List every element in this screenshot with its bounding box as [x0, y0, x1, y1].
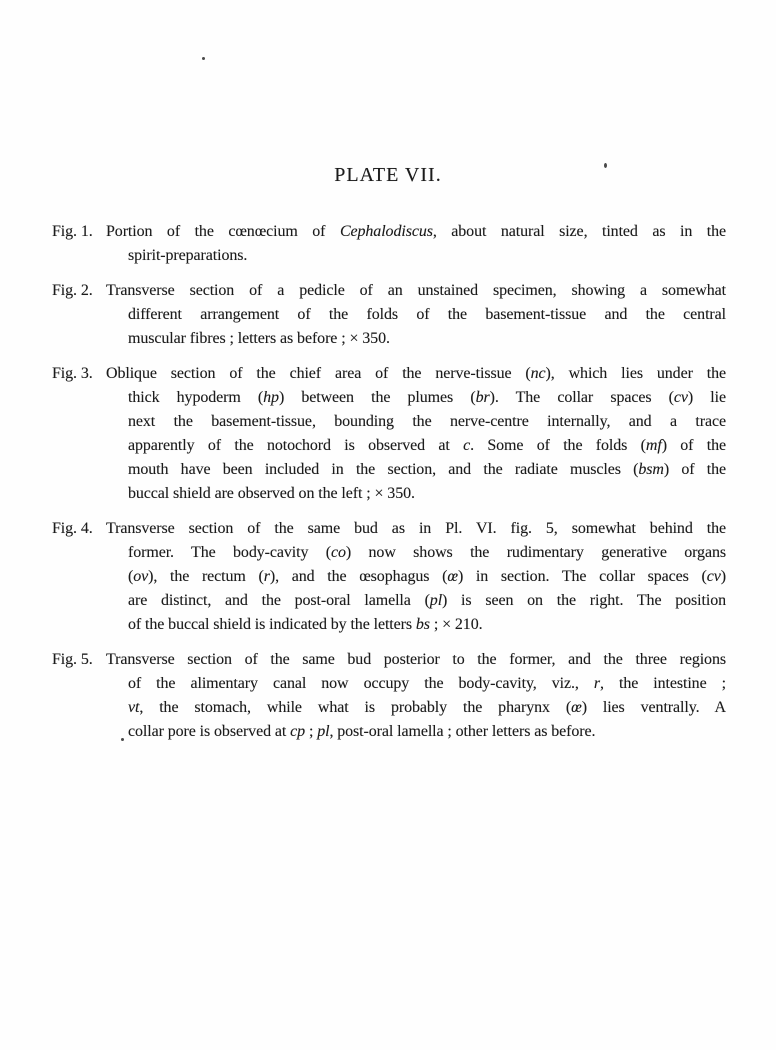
- figure-entry: [52, 517, 726, 637]
- figure-entry: [52, 648, 726, 744]
- figure-caption-line: collar pore is observed at cp ; pl, post-oral lamella ; other letters as before.: [128, 723, 596, 740]
- figure-label: Fig. 1.: [52, 223, 93, 240]
- figure-caption-line: mouth have been included in the section, and the radiate muscles (bsm) of the: [128, 461, 726, 478]
- figure-caption-line: Transverse section of the same bud posterior to the former, and the three regions: [106, 651, 726, 668]
- figure-caption-list: [52, 220, 726, 755]
- figure-caption-line: of the buccal shield is indicated by the letters bs ; × 210.: [128, 616, 483, 633]
- figure-entry: [52, 220, 726, 268]
- figure-caption-line: are distinct, and the post-oral lamella (pl) is seen on the right. The position: [128, 592, 726, 609]
- figure-entry: [52, 279, 726, 351]
- figure-caption-line: spirit-preparations.: [128, 247, 248, 264]
- figure-caption-line: muscular fibres ; letters as before ; × 350.: [128, 330, 390, 347]
- plate-title: PLATE VII.: [334, 164, 442, 186]
- figure-caption-line: vt, the stomach, while what is probably the pharynx (œ) lies ventrally. A: [128, 699, 726, 716]
- figure-caption-line: Portion of the cœnœcium of Cephalodiscus, about natural size, tinted as in the: [106, 223, 726, 240]
- figure-caption-line: buccal shield are observed on the left ; × 350.: [128, 485, 415, 502]
- figure-caption: [106, 362, 726, 506]
- figure-caption-line: Oblique section of the chief area of the nerve-tissue (nc), which lies under the: [106, 365, 726, 382]
- figure-caption-line: (ov), the rectum (r), and the œsophagus (œ) in section. The collar spaces (cv): [128, 568, 727, 585]
- scan-speck: [121, 738, 124, 741]
- scan-speck: [202, 57, 205, 60]
- figure-caption: [106, 648, 726, 744]
- figure-caption-line: of the alimentary canal now occupy the body-cavity, viz., r, the intestine ;: [128, 675, 726, 692]
- scan-speck: [604, 163, 607, 168]
- figure-label: Fig. 5.: [52, 651, 93, 668]
- figure-caption-line: thick hypoderm (hp) between the plumes (br). The collar spaces (cv) lie: [128, 389, 726, 406]
- figure-entry: [52, 362, 726, 506]
- figure-caption-line: former. The body-cavity (co) now shows the rudimentary generative organs: [128, 544, 726, 561]
- figure-caption-line: apparently of the notochord is observed at c. Some of the folds (mf) of the: [128, 437, 726, 454]
- figure-caption-line: Transverse section of the same bud as in Pl. VI. fig. 5, somewhat behind the: [106, 520, 726, 537]
- figure-caption-line: next the basement-tissue, bounding the nerve-centre internally, and a trace: [128, 413, 726, 430]
- figure-label: Fig. 4.: [52, 520, 93, 537]
- figure-caption-line: different arrangement of the folds of the basement-tissue and the central: [128, 306, 726, 323]
- figure-caption: [106, 279, 726, 351]
- figure-label: Fig. 3.: [52, 365, 93, 382]
- figure-caption-line: Transverse section of a pedicle of an unstained specimen, showing a somewhat: [106, 282, 726, 299]
- figure-label: Fig. 2.: [52, 282, 93, 299]
- figure-caption: [106, 517, 727, 637]
- figure-caption: [106, 220, 726, 268]
